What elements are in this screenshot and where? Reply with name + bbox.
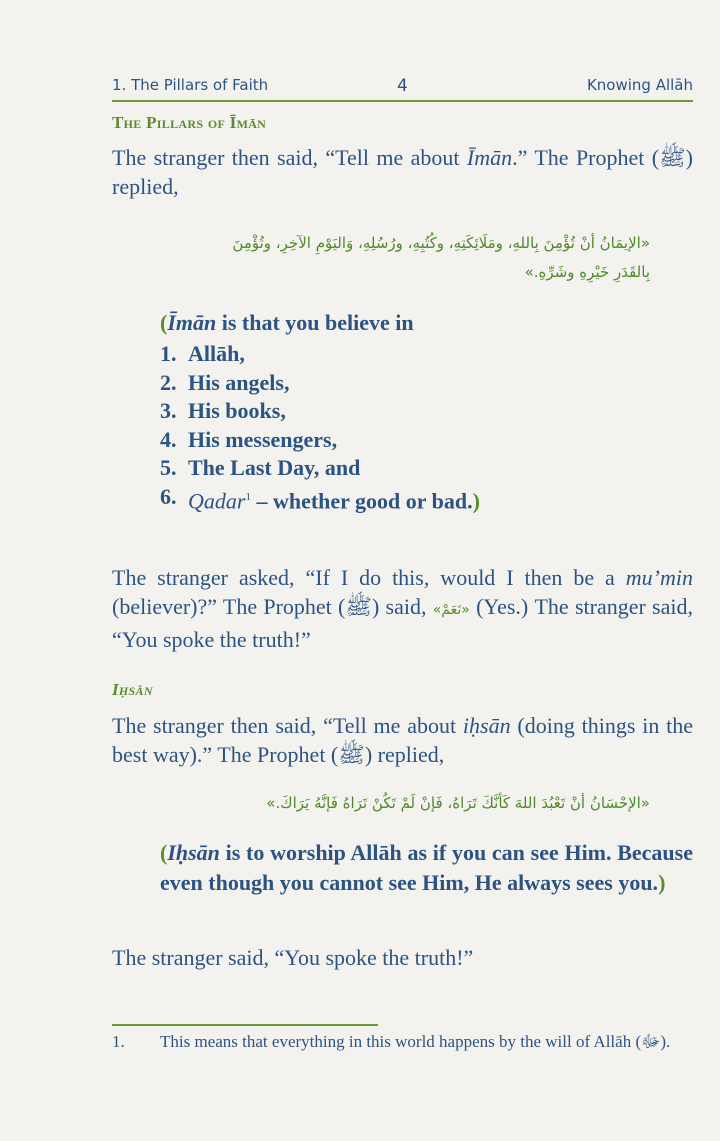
section-heading-iman: The Pillars of Īmān [112, 113, 267, 132]
iman-pillars-list [160, 340, 480, 515]
section-heading-ihsan: Iḥsān [112, 680, 153, 699]
paragraph-closing: The stranger said, “You spoke the truth!” [112, 945, 474, 970]
arabic-hadith-ihsan: «الإحْسَانُ أنْ تَعْبُدَ اللهَ كَأنَّكَ تَرَاهُ، فَإنْ لَمْ تَكُنْ تَرَاهُ فَإنَّهُ يَرَاكَ.» [266, 794, 650, 812]
paragraph-ihsan-intro: The stranger then said, “Tell me about iḥsān (doing things in the best way).” The Prophet (ﷺ) replied, [112, 713, 693, 767]
page-number: 4 [397, 76, 408, 96]
list-item: 1. Allāh, [160, 341, 245, 366]
list-item: 2. His angels, [160, 369, 290, 395]
iman-definition: (Īmān is that you believe in [160, 310, 414, 335]
header-rule [112, 100, 693, 102]
paragraph-iman-intro: The stranger then said, “Tell me about Īmān.” The Prophet (ﷺ) replied, [112, 145, 693, 199]
running-header [112, 76, 693, 98]
arabic-hadith-iman-line2: بِالقَدَرِ خَيْرِهِ وشَرِّهِ.» [524, 263, 650, 281]
list-item: 4. His messengers, [160, 426, 338, 452]
paragraph-mumin: The stranger asked, “If I do this, would I then be a mu’min (believer)?” The Prophet (ﷺ) said, «نَعَمْ» (Yes.) The stranger said, “You spoke the truth!” [112, 565, 693, 652]
arabic-hadith-iman-line1: «الإيمَانُ أنْ تُؤْمِنَ بِاللهِ، ومَلَائِكَتِهِ، وكُتُبِهِ، ورُسُلِهِ، وَاليَوْمِ الآخِرِ، وتُؤْمِنَ [232, 234, 650, 252]
list-item: 5. The Last Day, and [160, 455, 361, 480]
footnote-text: This means that everything in this world happens by the will of Allāh (ﷻ). [160, 1032, 671, 1051]
chapter-title: 1. The Pillars of Faith [112, 76, 269, 94]
footnote-rule [112, 1024, 378, 1026]
ihsan-definition: (Iḥsān is to worship Allāh as if you can see Him. Because even though you cannot see Him, He always sees you.) [160, 840, 693, 895]
footnote-number: 1. [112, 1032, 125, 1051]
book-title: Knowing Allāh [586, 76, 693, 94]
footnote-ref[interactable]: 1 [245, 490, 251, 503]
list-item: 3. His books, [160, 398, 286, 423]
footnote [112, 1030, 693, 1054]
list-item: 6. Qadar$^1$ – whether good or bad.) [160, 483, 480, 513]
